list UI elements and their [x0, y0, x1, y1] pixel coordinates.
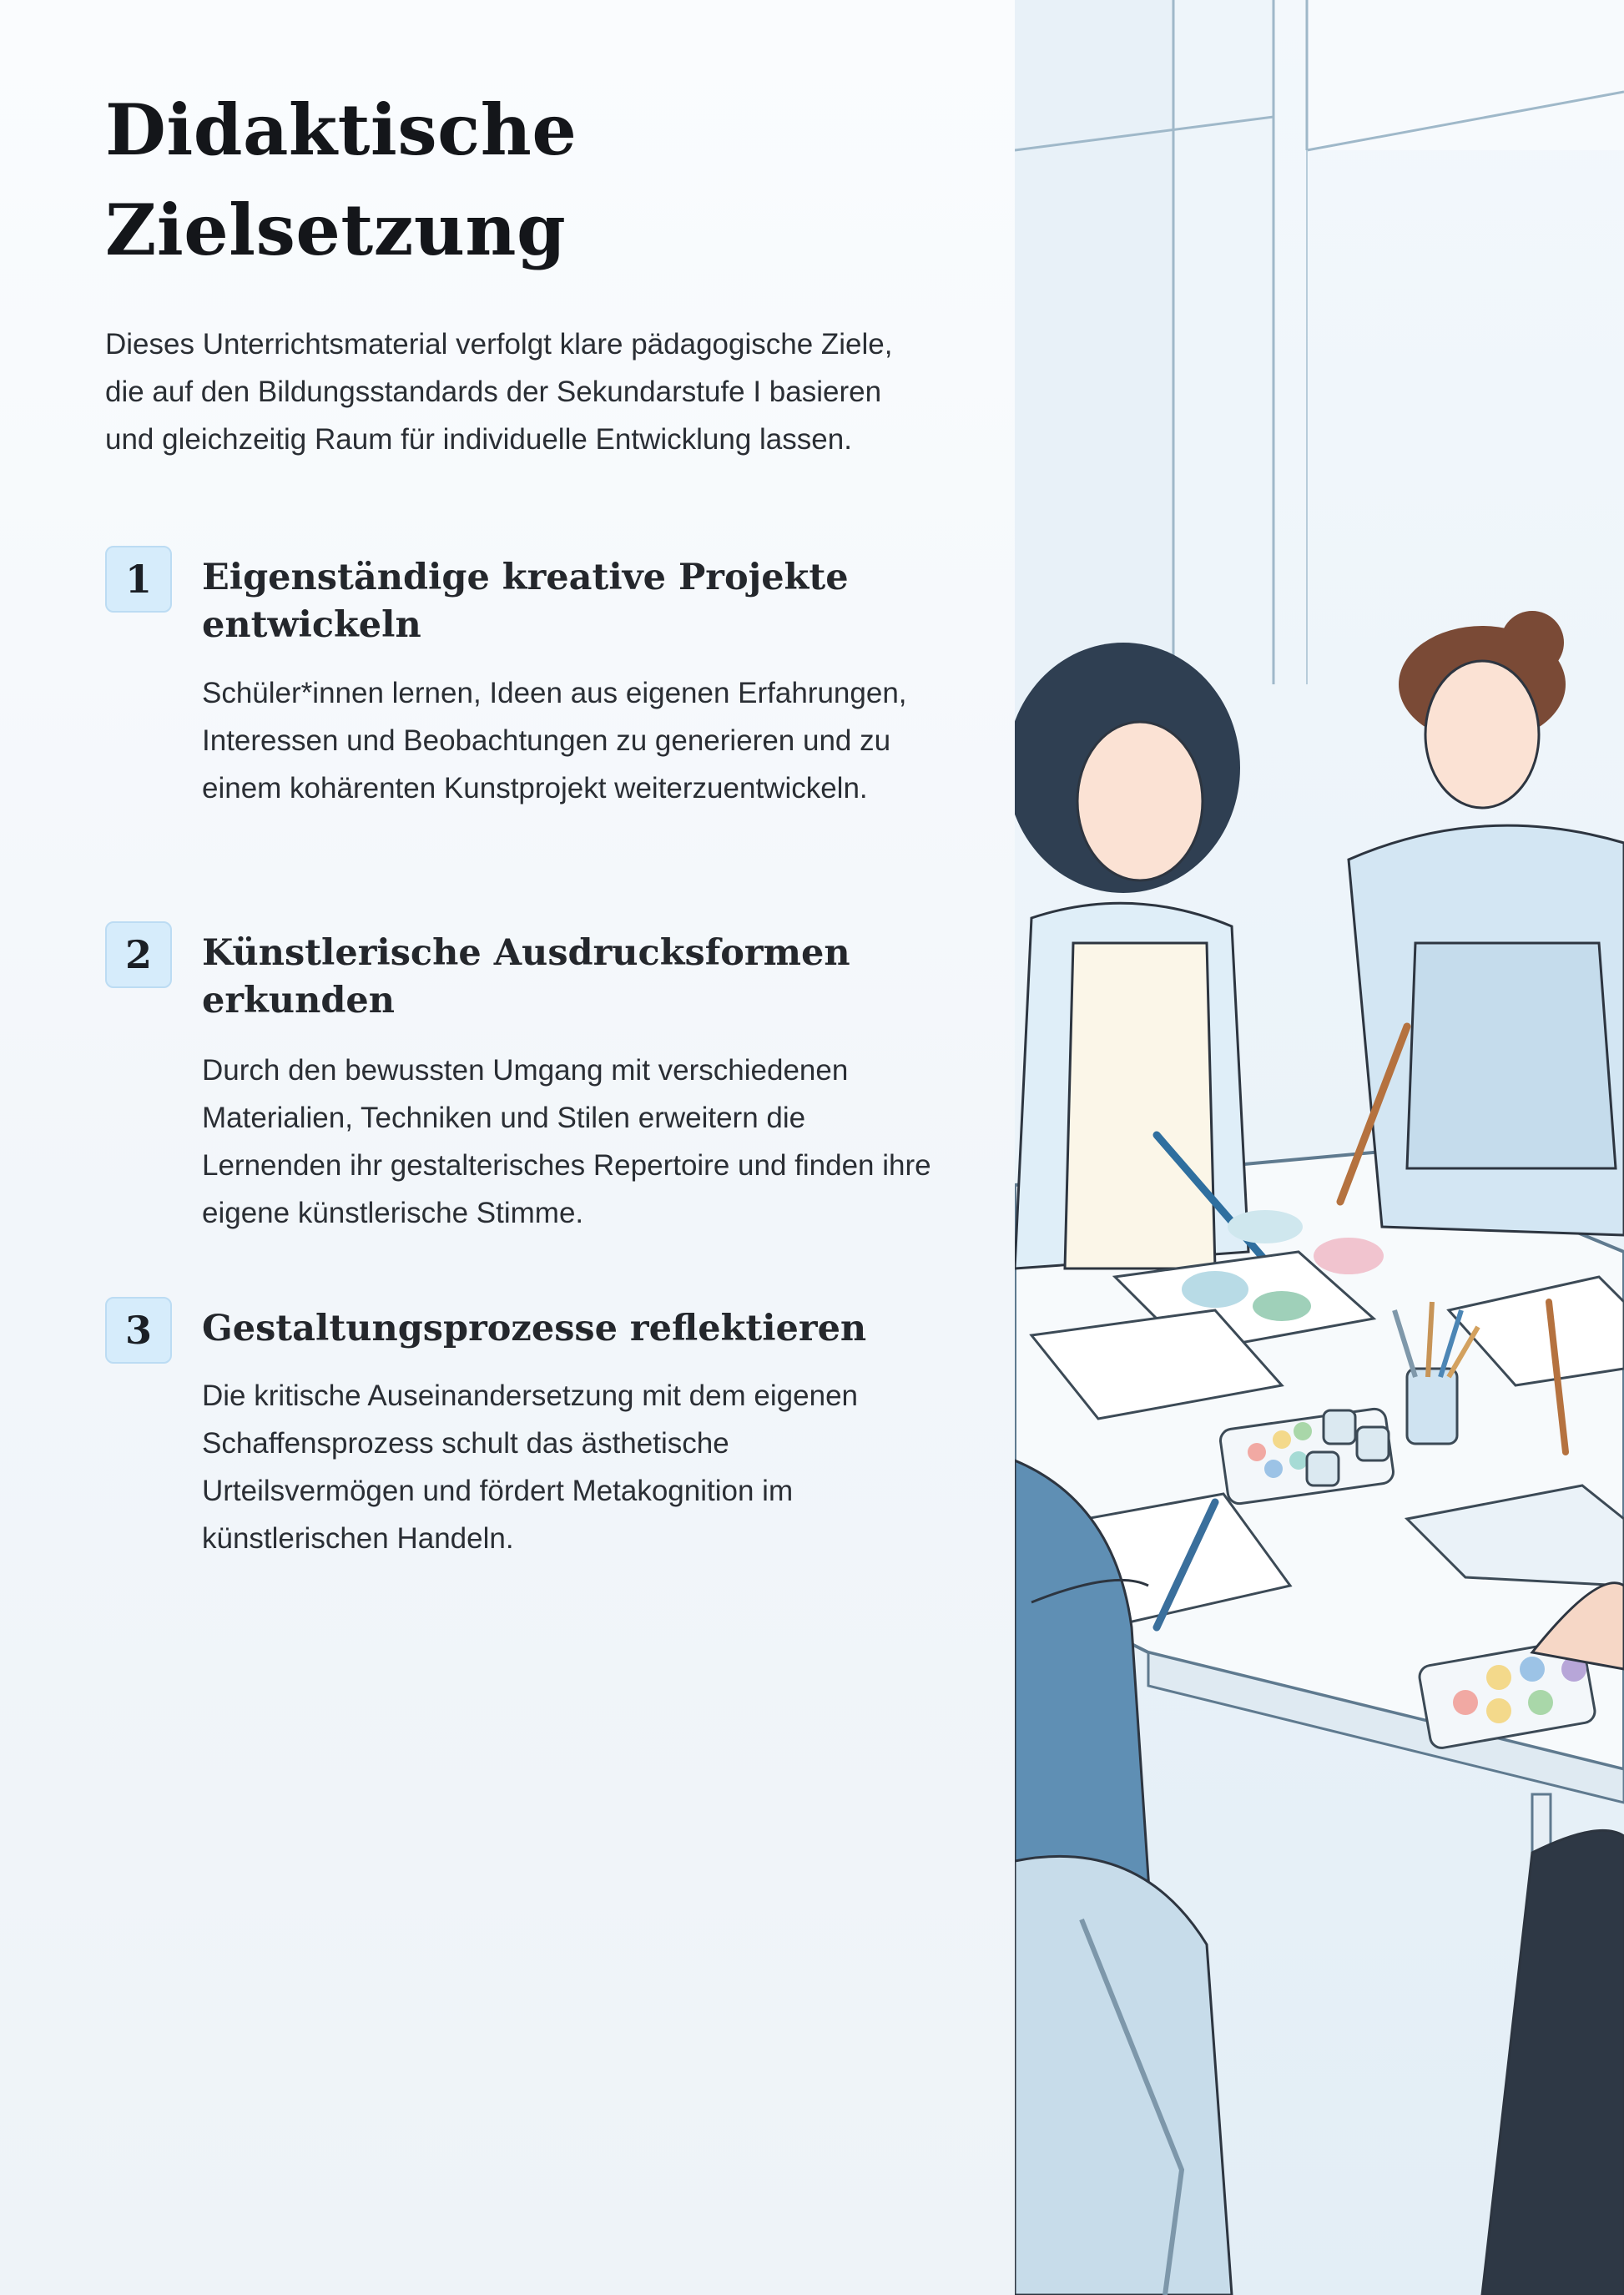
goal-title: Gestaltungsprozesse reflektieren [202, 1308, 867, 1349]
goal-title: Eigenständige kreative Projekte entwickeln [202, 557, 849, 646]
goal-number-badge: 1 [105, 546, 172, 613]
goal-description: Schüler*innen lernen, Ideen aus eigenen Erfahrungen, Interessen und Beobachtungen zu generieren und zu einem kohärenten Kunstprojekt weiterzuentwickeln. [202, 677, 907, 805]
goal-number-badge: 2 [105, 921, 172, 988]
goal-description: Die kritische Auseinandersetzung mit dem eigenen Schaffensprozess schult das ästhetische Urteilsvermögen und fördert Metakognition im künstlerischen Handeln. [202, 1380, 858, 1555]
classroom-illustration [1015, 0, 1624, 2295]
intro-paragraph: Dieses Unterrichtsmaterial verfolgt klare pädagogische Ziele, die auf den Bildungsstandards der Sekundarstufe I basieren und gleichzeitig Raum für individuelle Entwicklung lassen. [105, 328, 893, 456]
goal-number-badge: 3 [105, 1297, 172, 1364]
goal-description: Durch den bewussten Umgang mit verschiedenen Materialien, Techniken und Stilen erweitern die Lernenden ihr gestalterisches Repertoire und finden ihre eigene künstlerische Stimme. [202, 1054, 931, 1229]
page-title: Didaktische Zielsetzung [105, 88, 577, 271]
goal-title: Künstlerische Ausdrucksformen erkunden [202, 932, 850, 1021]
